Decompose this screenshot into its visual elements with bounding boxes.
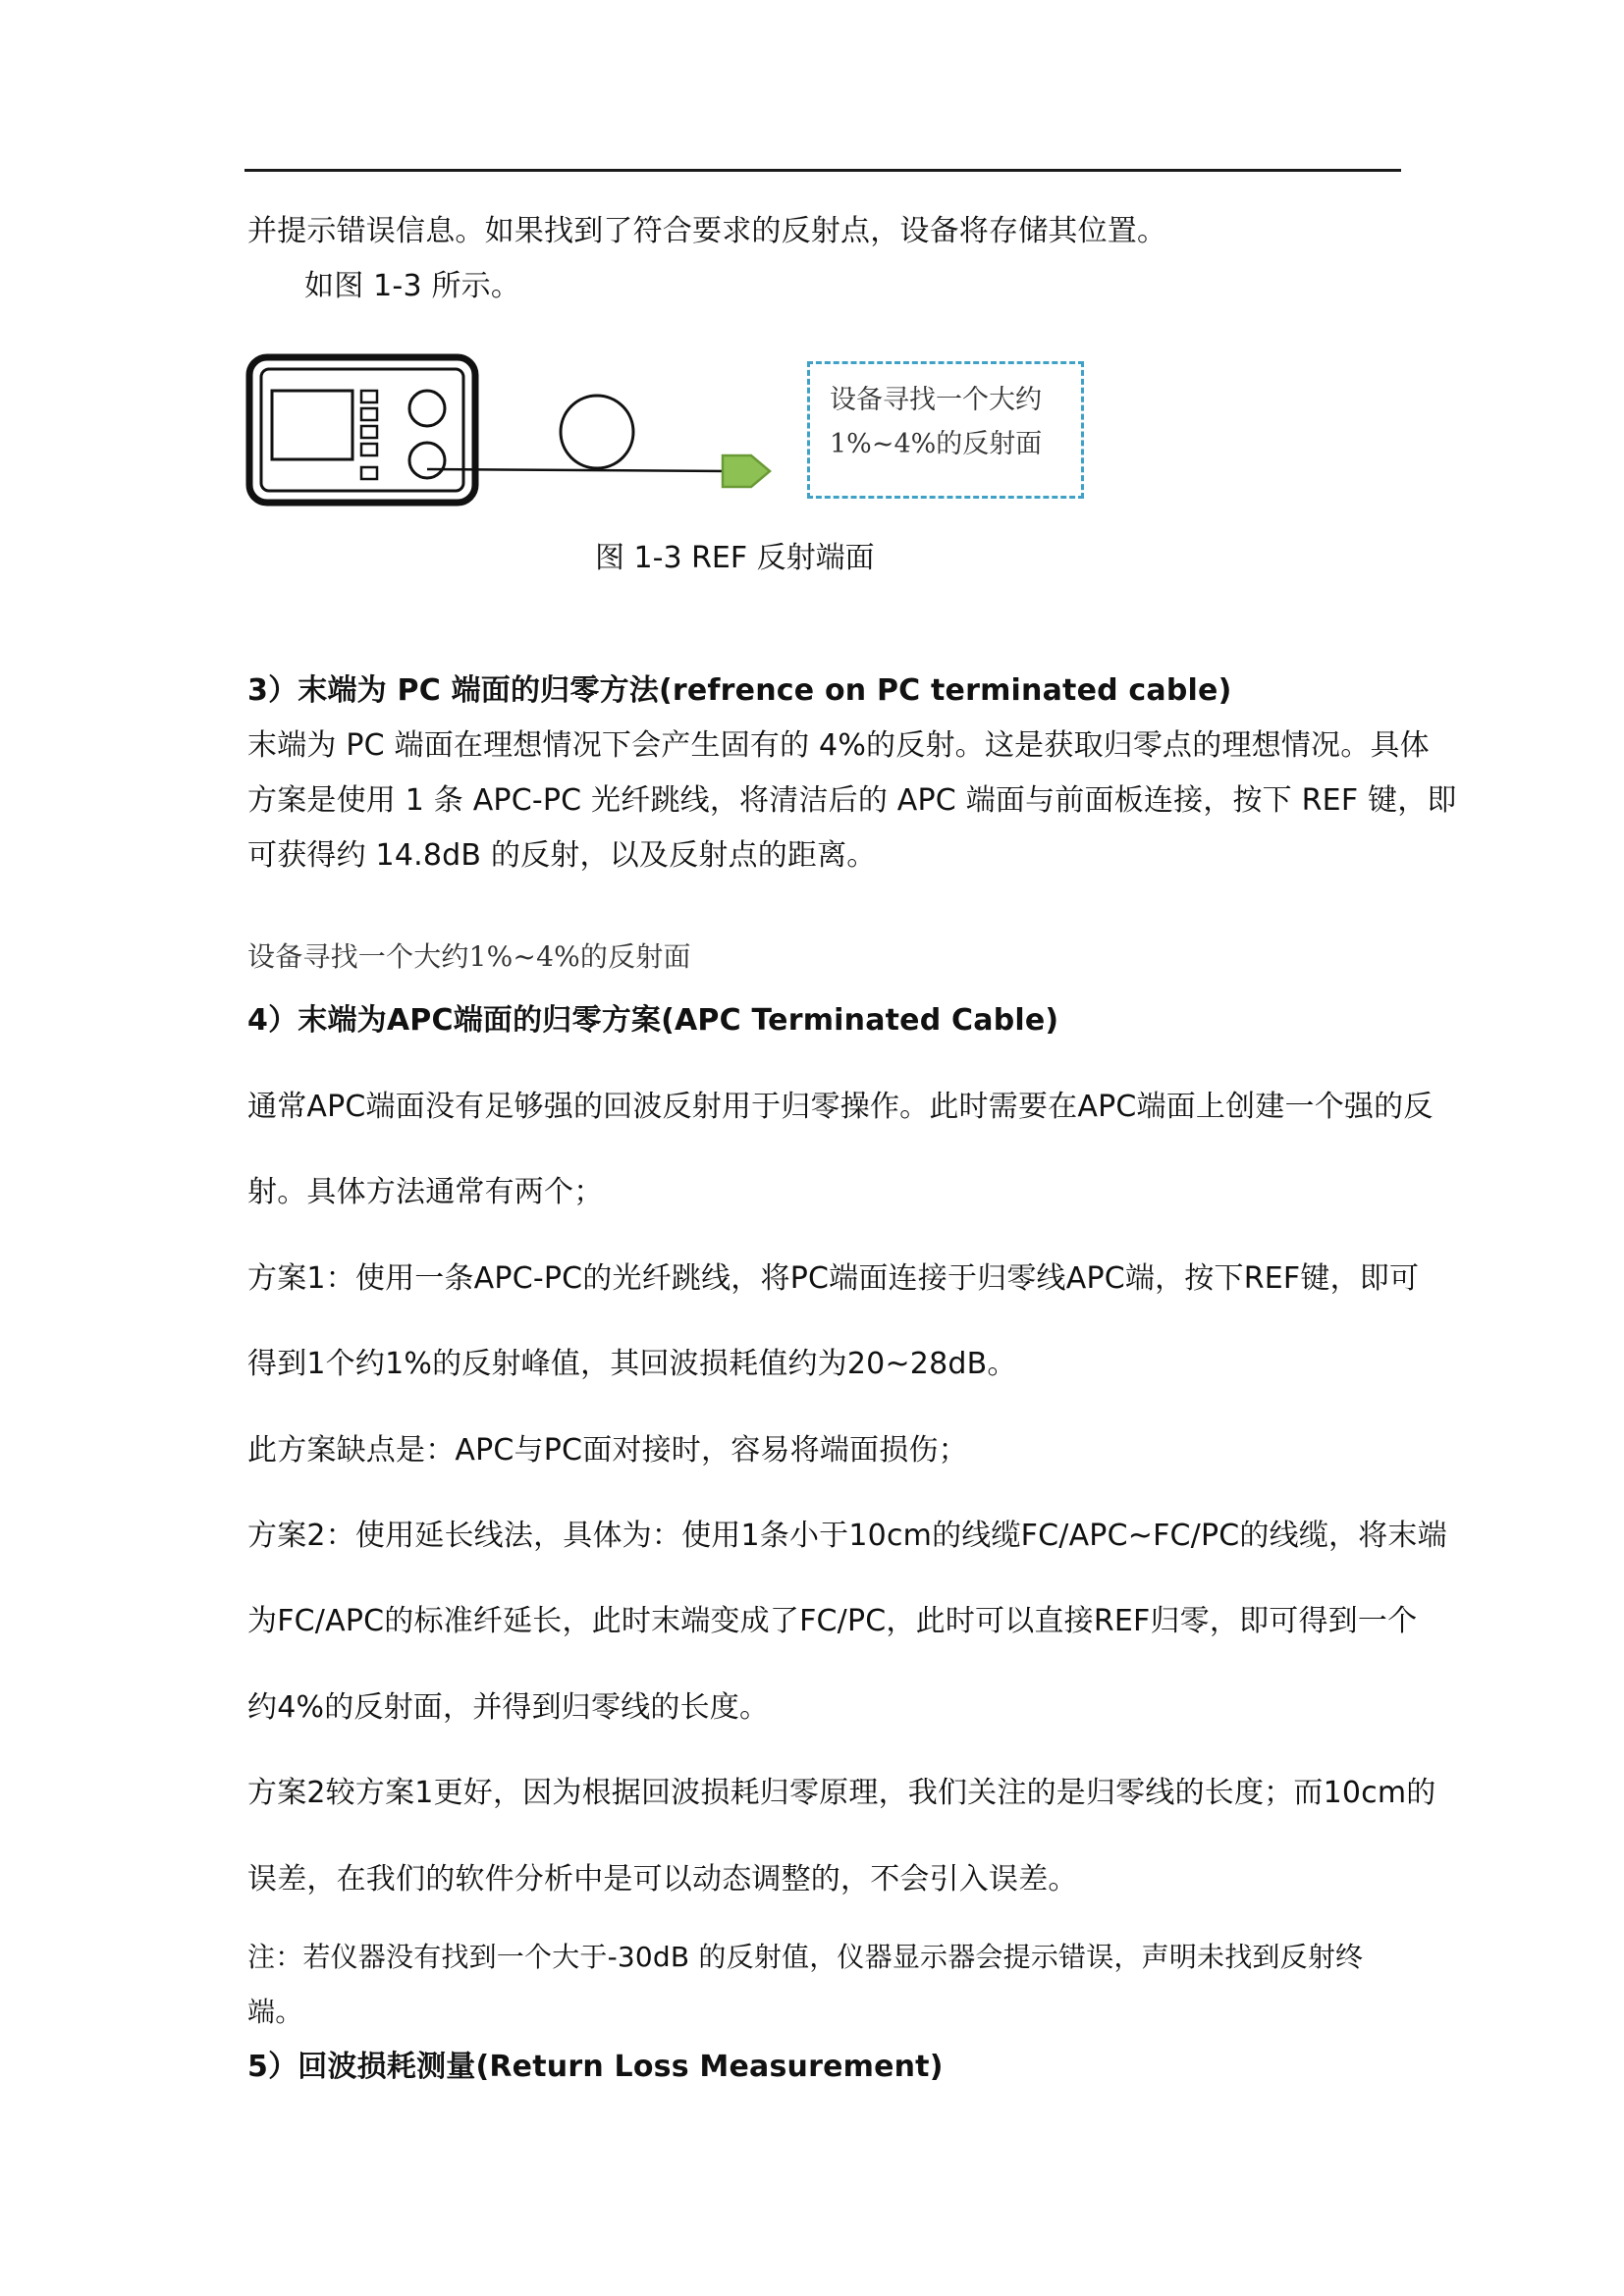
paragraph-line: 并提示错误信息。如果找到了符合要求的反射点，设备将存储其位置。 [247,214,1167,248]
paragraph-line: 为FC/APC的标准纤延长，此时末端变成了FC/PC，此时可以直接REF归零，即可得到一个 [247,1604,1418,1638]
paragraph-line: 得到1个约1%的反射峰值，其回波损耗值约为20~28dB。 [247,1347,1017,1381]
note-line: 注：若仪器没有找到一个大于-30dB 的反射值，仪器显示器会提示错误，声明未找到反射终 [247,1941,1364,1973]
stray-callout-text: 设备寻找一个大约1%~4%的反射面 [247,940,691,973]
paragraph-line: 此方案缺点是：APC与PC面对接时，容易将端面损伤； [247,1433,968,1468]
section-5-heading: 5）回波损耗测量(Return Loss Measurement) [247,2050,944,2084]
section-3-heading: 3）末端为 PC 端面的归零方法(refrence on PC terminated cable) [247,673,1232,708]
note-line: 端。 [247,1996,303,2028]
callout-text-line2: 1%~4%的反射面 [830,429,1043,459]
paragraph-line: 方案2较方案1更好，因为根据回波损耗归零原理，我们关注的是归零线的长度；而10cm的 [247,1776,1436,1810]
paragraph-line: 可获得约 14.8dB 的反射，以及反射点的距离。 [247,838,877,873]
paragraph-line: 通常APC端面没有足够强的回波反射用于归零操作。此时需要在APC端面上创建一个强的反 [247,1090,1434,1124]
paragraph-line: 方案1：使用一条APC-PC的光纤跳线，将PC端面连接于归零线APC端，按下REF键，即可 [247,1261,1420,1296]
header-rule [244,169,1401,172]
callout-text-line1: 设备寻找一个大约 [830,385,1042,415]
figure-reference-line: 如图 1-3 所示。 [304,269,521,303]
paragraph-line: 误差，在我们的软件分析中是可以动态调整的，不会引入误差。 [247,1862,1078,1896]
fiber-spool-icon [561,396,633,468]
figure-caption: 图 1-3 REF 反射端面 [595,541,875,575]
section-4-heading: 4）末端为APC端面的归零方案(APC Terminated Cable) [247,1003,1059,1038]
connector-end-icon [723,455,770,487]
paragraph-line: 末端为 PC 端面在理想情况下会产生固有的 4%的反射。这是获取归零点的理想情况。具体 [247,728,1430,763]
paragraph-line: 射。具体方法通常有两个； [247,1175,604,1209]
paragraph-line: 方案2：使用延长线法，具体为：使用1条小于10cm的线缆FC/APC~FC/PC的线缆，将末端 [247,1519,1447,1553]
paragraph-line: 方案是使用 1 条 APC-PC 光纤跳线，将清洁后的 APC 端面与前面板连接，按下 REF 键，即 [247,783,1457,818]
paragraph-line: 约4%的反射面，并得到归零线的长度。 [247,1690,770,1725]
